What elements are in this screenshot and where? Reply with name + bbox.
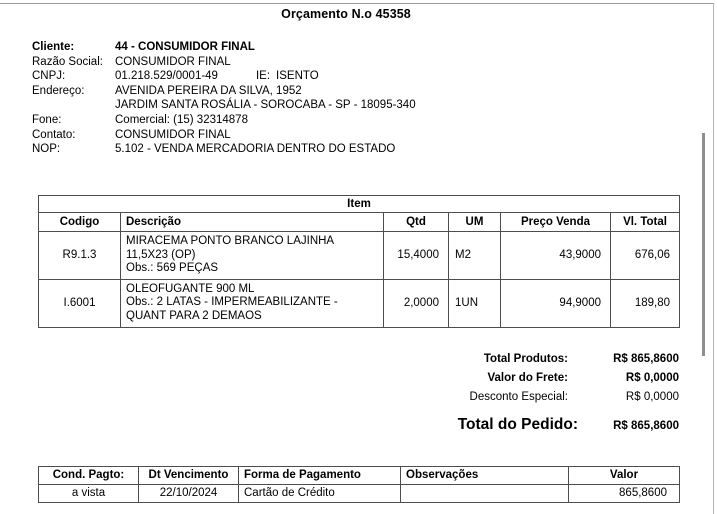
client-info-block	[32, 40, 416, 157]
payment-header-dt-vencimento: Dt Vencimento	[139, 467, 239, 485]
item-qtd: 2,0000	[384, 279, 449, 327]
payment-valor: 865,8600	[569, 485, 680, 503]
client-row-nop	[32, 142, 416, 157]
totals-value-total-pedido: R$ 865,8600	[613, 420, 679, 432]
table-row[interactable]	[39, 279, 680, 327]
totals-label-desconto-especial: Desconto Especial:	[469, 391, 568, 403]
items-header-qtd: Qtd	[384, 213, 449, 232]
payment-dt-vencimento: 22/10/2024	[139, 485, 239, 503]
page-right-border	[713, 3, 714, 514]
totals-row-desconto-especial	[400, 391, 679, 410]
client-row-endereco-continuacao	[32, 98, 416, 113]
client-label-razao-social: Razão Social:	[32, 55, 103, 68]
table-row[interactable]	[39, 232, 680, 280]
item-qtd: 15,4000	[384, 232, 449, 280]
vertical-scrollbar[interactable]	[702, 133, 705, 356]
client-row-contato	[32, 128, 416, 143]
items-table-header-row	[39, 213, 680, 232]
client-label-cnpj: CNPJ:	[32, 70, 66, 83]
items-header-preco-venda: Preço Venda	[501, 213, 611, 232]
payment-header-cond-pagto: Cond. Pagto:	[39, 467, 139, 485]
client-value-endereco: AVENIDA PEREIRA DA SILVA, 1952	[115, 84, 302, 97]
payment-forma-pagamento: Cartão de Crédito	[239, 485, 401, 503]
items-header-descricao: Descrição	[121, 213, 384, 232]
items-header-um: UM	[449, 213, 501, 232]
totals-row-total-produtos	[400, 353, 679, 372]
client-label-fone: Fone:	[32, 113, 62, 126]
client-label-endereco-continuacao	[32, 98, 115, 113]
client-value-cnpj: 01.218.529/0001-49	[115, 70, 218, 83]
totals-label-total-produtos: Total Produtos:	[483, 353, 568, 365]
client-label-endereco: Endereço:	[32, 84, 85, 97]
client-label-cliente: Cliente:	[32, 41, 75, 53]
payment-header-observacoes: Observações	[401, 467, 569, 485]
item-descricao-line-1: MIRACEMA PONTO BRANCO LAJINHA	[126, 235, 335, 247]
payment-table-header-row	[39, 467, 680, 485]
item-codigo: I.6001	[39, 279, 121, 327]
table-row[interactable]	[39, 485, 680, 503]
item-descricao-line-2: Obs.: 2 LATAS - IMPERMEABILIZANTE -	[126, 296, 338, 309]
item-um: 1UN	[449, 279, 501, 327]
item-codigo: R9.1.3	[39, 232, 121, 280]
payment-header-forma-pagamento: Forma de Pagamento	[239, 467, 401, 485]
items-table	[38, 195, 680, 328]
item-vl-total: 676,06	[611, 232, 680, 280]
client-label-ie: IE:	[255, 70, 271, 83]
totals-block	[400, 353, 679, 440]
client-row-endereco	[32, 84, 416, 99]
item-preco-venda: 43,9000	[501, 232, 611, 280]
items-header-vl-total: Vl. Total	[611, 213, 680, 232]
totals-value-total-produtos: R$ 865,8600	[613, 353, 679, 365]
client-row-cliente	[32, 40, 416, 55]
client-value-cliente: 44 - CONSUMIDOR FINAL	[115, 41, 255, 53]
payment-observacoes	[401, 485, 569, 503]
totals-row-valor-frete	[400, 372, 679, 391]
client-row-razao-social	[32, 55, 416, 70]
page-title: Orçamento N.o 45358	[281, 7, 411, 21]
client-row-cnpj	[32, 69, 416, 84]
client-value-endereco-continuacao: JARDIM SANTA ROSÁLIA - SOROCABA - SP - 18095-340	[115, 99, 416, 112]
totals-label-total-pedido: Total do Pedido:	[457, 416, 578, 433]
item-descricao	[121, 232, 384, 280]
client-value-fone: Comercial: (15) 32314878	[115, 113, 248, 126]
items-header-codigo: Codigo	[39, 213, 121, 232]
page-top-rule	[0, 3, 714, 4]
client-value-ie: ISENTO	[276, 70, 319, 83]
item-descricao	[121, 279, 384, 327]
client-label-nop: NOP:	[32, 143, 61, 156]
client-value-contato: CONSUMIDOR FINAL	[115, 128, 231, 141]
client-label-contato: Contato:	[32, 128, 76, 141]
client-value-razao-social: CONSUMIDOR FINAL	[115, 55, 231, 68]
totals-value-valor-frete: R$ 0,0000	[625, 372, 679, 384]
totals-label-valor-frete: Valor do Frete:	[487, 372, 568, 384]
totals-row-total-pedido	[400, 416, 679, 440]
payment-header-valor: Valor	[569, 467, 680, 485]
totals-value-desconto-especial: R$ 0,0000	[625, 391, 679, 403]
items-table-band-title: Item	[39, 196, 680, 213]
client-row-fone	[32, 113, 416, 128]
item-descricao-line-3: QUANT PARA 2 DEMAOS	[126, 309, 262, 322]
payment-table	[38, 466, 680, 503]
payment-cond-pagto: a vista	[39, 485, 139, 503]
item-descricao-line-1: OLEOFUGANTE 900 ML	[126, 282, 255, 295]
item-descricao-line-2: 11,5X23 (OP)	[126, 248, 196, 261]
item-descricao-line-3: Obs.: 569 PEÇAS	[126, 262, 219, 275]
item-um: M2	[449, 232, 501, 280]
client-value-nop: 5.102 - VENDA MERCADORIA DENTRO DO ESTADO	[115, 143, 396, 156]
item-preco-venda: 94,9000	[501, 279, 611, 327]
items-table-band-row	[39, 196, 680, 213]
item-vl-total: 189,80	[611, 279, 680, 327]
